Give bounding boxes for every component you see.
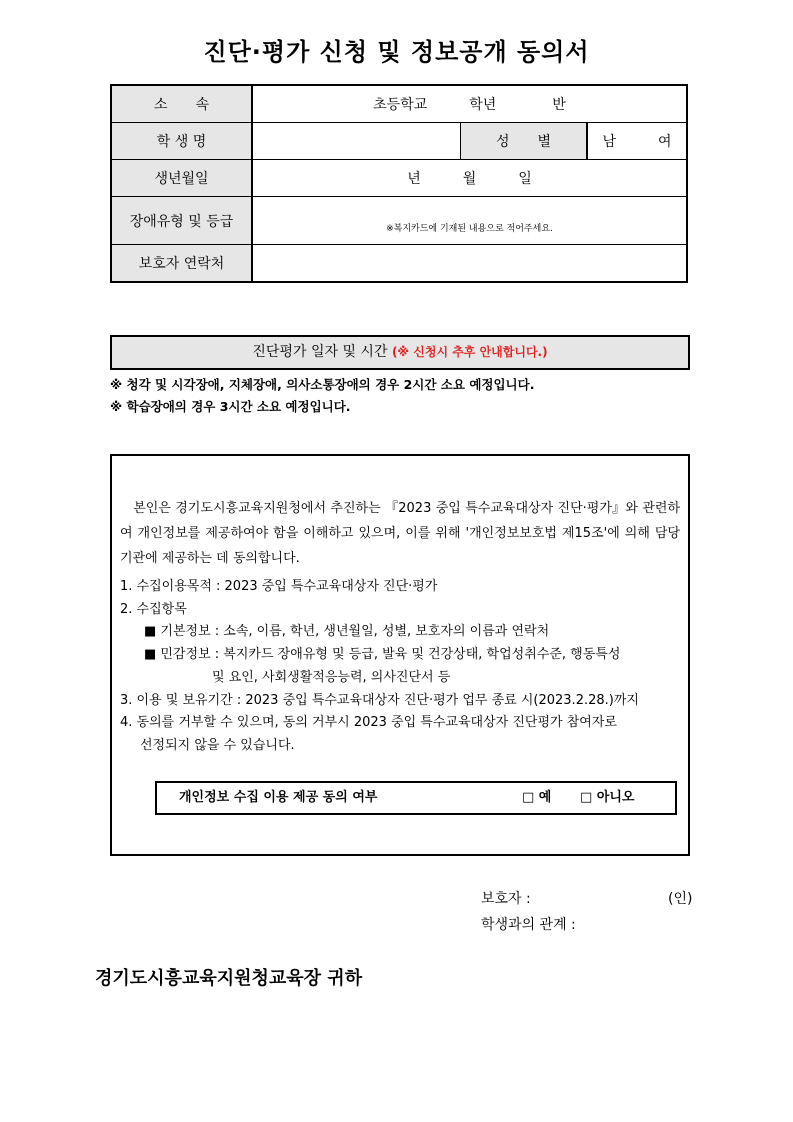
consent-question: 개인정보 수집 이용 제공 동의 여부 bbox=[179, 790, 378, 805]
agreement-box bbox=[110, 454, 690, 856]
list-item: 3. 이용 및 보유기간 : 2023 중입 특수교육대상자 진단·평가 업무 종료 시(2023.2.28.)까지 bbox=[120, 692, 639, 708]
schedule-label: 진단평가 일자 및 시간 bbox=[252, 344, 392, 360]
disability-label: 장애유형 및 등급 bbox=[111, 197, 252, 245]
guardian-contact-label: 보호자 연락처 bbox=[111, 245, 252, 283]
birth-date-label: 생년월일 bbox=[111, 160, 252, 197]
list-item: 선정되지 않을 수 있습니다. bbox=[140, 737, 295, 753]
list-item: 및 요인, 사회생활적응능력, 의사진단서 등 bbox=[212, 669, 451, 685]
duration-note-1: ※ 청각 및 시각장애, 지체장애, 의사소통장애의 경우 2시간 소요 예정입니다. bbox=[110, 377, 535, 392]
agreement-paragraph: 본인은 경기도시흥교육지원청에서 추진하는 『2023 중입 특수교육대상자 진단·평가』와 관련하여 개인정보를 제공하여야 함을 이해하고 있으며, 이를 위해 '개인정보보호법 제15조'에 의해 담당기관에 제공하는 데 동의합니다. bbox=[120, 501, 680, 566]
gender-field[interactable]: 남 여 bbox=[587, 123, 687, 160]
birth-date-field[interactable]: 년 월 일 bbox=[252, 160, 687, 197]
page-title: 진단·평가 신청 및 정보공개 동의서 bbox=[203, 38, 590, 66]
relation-label: 학생과의 관계 : bbox=[481, 917, 576, 933]
list-item: 1. 수집이용목적 : 2023 중입 특수교육대상자 진단·평가 bbox=[120, 579, 438, 594]
schedule-note: (※ 신청시 추후 안내합니다.) bbox=[391, 345, 548, 359]
disability-field[interactable] bbox=[252, 197, 687, 245]
affiliation-field[interactable]: 초등학교 학년 반 bbox=[252, 85, 687, 123]
list-item: 4. 동의를 거부할 수 있으며, 동의 거부시 2023 중입 특수교육대상자 진단평가 참여자로 bbox=[120, 715, 617, 731]
seal-mark: (인) bbox=[668, 891, 693, 907]
disability-note: ※복지카드에 기재된 내용으로 적어주세요. bbox=[386, 224, 553, 234]
consent-box bbox=[155, 781, 677, 815]
applicant-info-table bbox=[110, 84, 688, 283]
duration-note-2: ※ 학습장애의 경우 3시간 소요 예정입니다. bbox=[110, 399, 351, 414]
affiliation-label: 소 속 bbox=[111, 85, 252, 123]
schedule-box bbox=[110, 335, 690, 370]
guardian-contact-field[interactable] bbox=[252, 245, 687, 283]
duration-notes bbox=[110, 374, 534, 418]
guardian-signature-label: 보호자 : bbox=[481, 891, 531, 907]
consent-no-checkbox[interactable]: □ 아니오 bbox=[580, 790, 635, 805]
consent-yes-checkbox[interactable]: □ 예 bbox=[522, 790, 552, 805]
list-item: 2. 수집항목 bbox=[120, 601, 187, 617]
recipient-footer: 경기도시흥교육지원청교육장 귀하 bbox=[95, 968, 363, 989]
student-name-field[interactable] bbox=[252, 123, 461, 160]
list-item: ■ 기본정보 : 소속, 이름, 학년, 생년월일, 성별, 보호자의 이름과 연락처 bbox=[144, 624, 550, 640]
student-name-label: 학 생 명 bbox=[111, 123, 252, 160]
gender-label: 성 별 bbox=[461, 123, 588, 160]
agreement-list bbox=[120, 576, 685, 758]
list-item: ■ 민감정보 : 복지카드 장애유형 및 등급, 발육 및 건강상태, 학업성취수준, 행동특성 bbox=[144, 647, 621, 663]
